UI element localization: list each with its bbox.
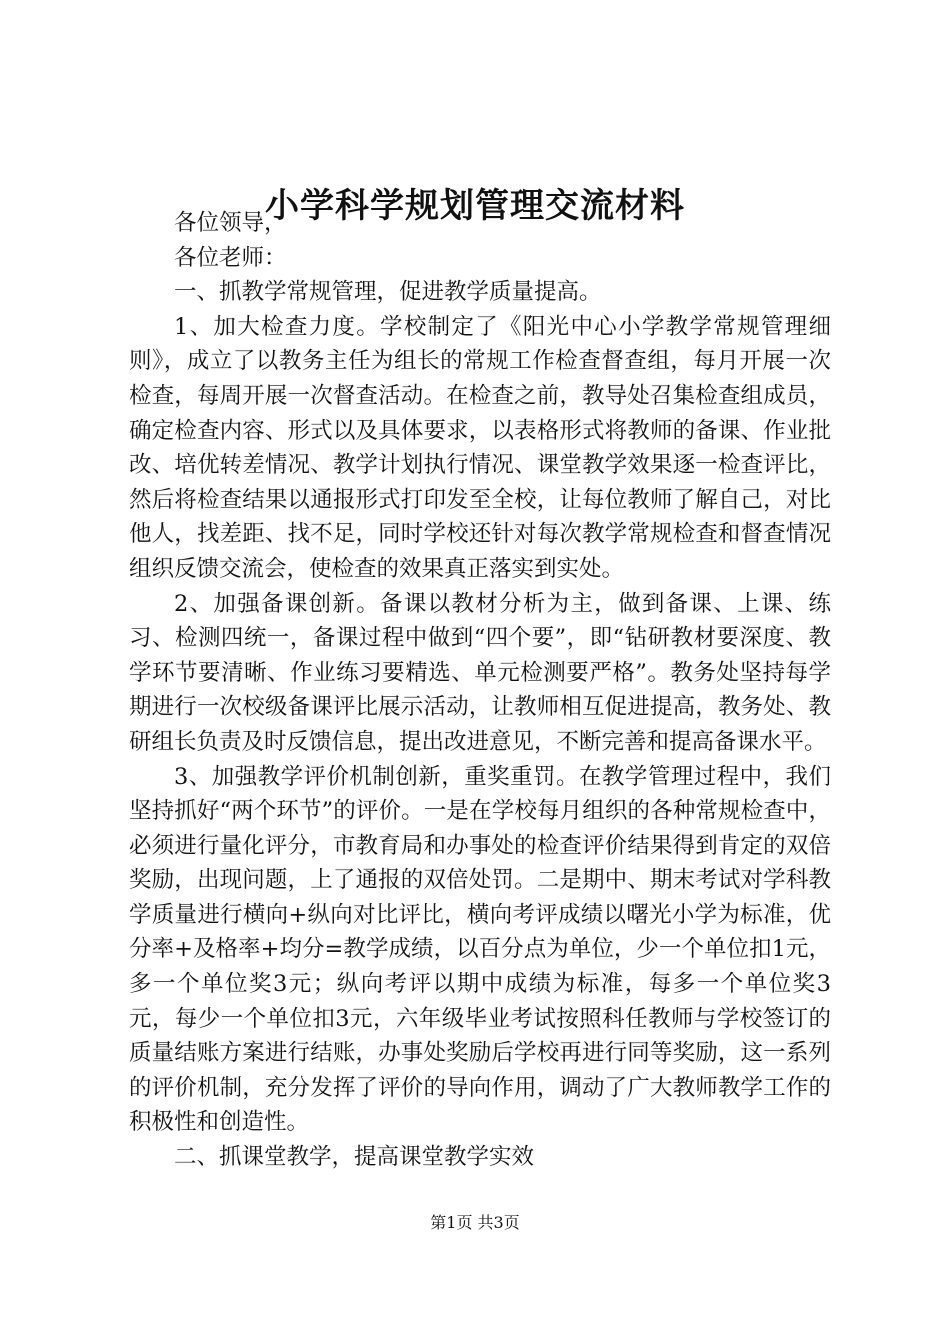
paragraph-3: 3、加强教学评价机制创新，重奖重罚。在教学管理过程中，我们坚持抓好“两个环节”的评价。一是在学校每月组织的各种常规检查中，必须进行量化评分，市教育局和办事处的检查评价结果得到肯定的双倍奖励，出现问题，上了通报的双倍处罚。二是期中、期末考试对学科教学质量进行横向+纵向对比评比，横向考评成绩以曙光小学为标准，优分率+及格率+均分=教学成绩，以百分点为单位，少一个单位扣1元，多一个单位奖3元；纵向考评以期中成绩为标准，每多一个单位奖3元，每少一个单位扣3元，六年级毕业考试按照科任教师与学校签订的质量结账方案进行结账，办事处奖励后学校再进行同等奖励，这一系列的评价机制，充分发挥了评价的导向作用，调动了广大教师教学工作的积极性和创造性。: [129, 763, 831, 1136]
paragraph-1: 1、加大检查力度。学校制定了《阳光中心小学教学常规管理细则》，成立了以教务主任为组长的常规工作检查督查组，每月开展一次检查，每周开展一次督查活动。在检查之前，教导处召集检查组成员，确定检查内容、形式以及具体要求，以表格形式将教师的备课、作业批改、培优转差情况、教学计划执行情况、课堂教学效果逐一检查评比，然后将检查结果以通报形式打印发至全校，让每位教师了解自己，对比他人，找差距、找不足，同时学校还针对每次教学常规检查和督查情况组织反馈交流会，使检查的效果真正落实到实处。: [129, 313, 831, 582]
section-heading-2: 二、抓课堂教学，提高课堂教学实效: [174, 1144, 535, 1171]
greeting-leaders: 各位领导，: [174, 210, 287, 236]
document-body: [129, 206, 831, 1175]
paragraph-2: 2、加强备课创新。备课以教材分析为主，做到备课、上课、练习、检测四统一，备课过程中做到“四个要”，即“钻研教材要深度、教学环节要清晰、作业练习要精选、单元检测要严格”。教务处坚持每学期进行一次校级备课评比展示活动，让教师相互促进提高，教务处、教研组长负责及时反馈信息，提出改进意见，不断完善和提高备课水平。: [129, 590, 831, 755]
document-title: 小学科学规划管理交流材料: [265, 186, 685, 226]
greeting-teachers: 各位老师：: [174, 244, 287, 271]
page-number-footer: 第1页 共3页: [430, 1213, 520, 1232]
section-heading-1: 一、抓教学常规管理，促进教学质量提高。: [174, 279, 602, 306]
